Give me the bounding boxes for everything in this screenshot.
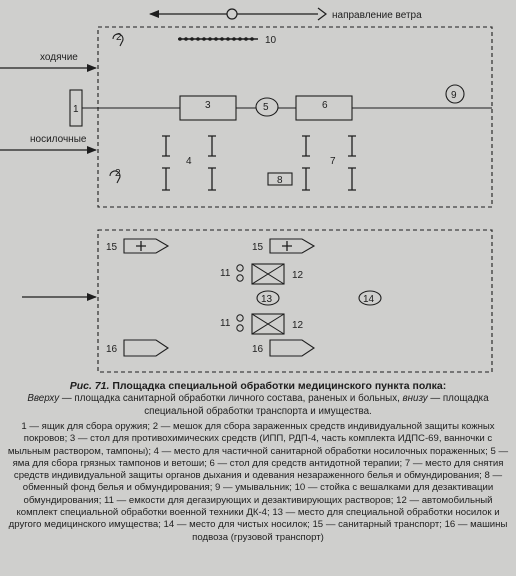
- hook-mark: [202, 37, 206, 41]
- hook-mark: [190, 37, 194, 41]
- label-3: 3: [205, 100, 211, 111]
- walking-arrow: [0, 52, 96, 68]
- decon-set-lower: [220, 314, 304, 334]
- sanitary-area-boundary: [98, 27, 492, 207]
- figure-caption: [4, 380, 512, 544]
- label-2b: 2: [115, 168, 121, 179]
- label-15b: 15: [252, 242, 264, 253]
- stretcher-stand: [162, 136, 170, 156]
- caption-legend: 1 — ящик для сбора оружия; 2 — мешок для сбора зараженных средств индивидуальной защиты кожных покровов; 3 — стол для противохимических средств (ИПП, РДП-4, часть комплекта ИДПС-69, ванночки с мыльным раствором, тампоны); 4 — место для частичной санитарной обработки носилочных пораженных; 5 — яма для сбора грязных тампонов и ветоши; 6 — стол для средств антидотной терапии; 7 — место для снятия средств индивидуальной защиты органов дыхания и одевания незараженного белья и обмундирования; 8 — обменный фонд белья и обмундирования; 9 — умывальник; 10 — стойка с вешалками для дезактивации обмундирования; 11 — емкости для дегазирующих и дезактивирующих растворов; 12 — автомобильный комплект специальной обработки военной техники ДК-4; 13 — место для специальной обработки носилок и другого медицинского имущества; 14 — место для чистых носилок; 15 — санитарный транспорт; 16 — машины подвоза (грузовой транспорт): [7, 421, 509, 543]
- weapons-box-1: [70, 90, 82, 126]
- hook-mark: [220, 37, 224, 41]
- label-1: 1: [73, 104, 79, 115]
- hanger-rack-10: [178, 35, 277, 46]
- stretcher-stand: [348, 136, 356, 156]
- bag-2-bottom: [110, 168, 121, 183]
- hook-mark: [178, 37, 182, 41]
- hook-mark: [226, 37, 230, 41]
- hook-mark: [232, 37, 236, 41]
- hook-mark: [250, 37, 254, 41]
- truck-16-left: [106, 340, 168, 356]
- caption-title: [4, 380, 512, 393]
- hook-mark: [244, 37, 248, 41]
- label-9: 9: [451, 90, 457, 101]
- label-5: 5: [263, 102, 269, 113]
- vehicle-area-boundary: [98, 230, 492, 372]
- label-2: 2: [116, 32, 122, 43]
- stretcher-stand: [348, 168, 356, 190]
- clean-stretchers-14: [359, 291, 381, 305]
- label-16: 16: [106, 344, 118, 355]
- washbasin-9: [446, 85, 464, 103]
- label-12b: 12: [292, 320, 304, 331]
- hook-mark: [196, 37, 200, 41]
- label-15: 15: [106, 242, 118, 253]
- label-6: 6: [322, 100, 328, 111]
- label-11b: 11: [220, 318, 231, 329]
- stretcher-label: носилочные: [30, 134, 87, 145]
- label-13: 13: [261, 294, 273, 305]
- stretcher-arrow: [0, 134, 96, 150]
- label-8: 8: [277, 175, 283, 186]
- caption-top-text: — площадка санитарной обработки личного состава, раненых и больных,: [59, 393, 403, 404]
- label-7: 7: [330, 156, 336, 167]
- label-10: 10: [265, 35, 277, 46]
- bag-2-top: [113, 32, 123, 46]
- stretcher-stand: [302, 168, 310, 190]
- exchange-fund-8: [268, 173, 292, 186]
- wind-label: направление ветра: [332, 10, 422, 21]
- ambulance-15-left: [106, 239, 168, 253]
- stretcher-stand: [162, 168, 170, 190]
- caption-subtitle: [4, 393, 512, 418]
- label-16b: 16: [252, 344, 264, 355]
- caption-bottom-text: — площадка специальной обработки транспорта и имущества.: [144, 393, 489, 417]
- stretcher-stand: [302, 136, 310, 156]
- label-14: 14: [363, 294, 375, 305]
- caption-bottom-word: внизу: [402, 393, 428, 404]
- hook-mark: [238, 37, 242, 41]
- table-3: [180, 96, 236, 120]
- label-12: 12: [292, 270, 304, 281]
- hook-mark: [184, 37, 188, 41]
- hook-mark: [208, 37, 212, 41]
- decon-set-upper: [220, 264, 304, 284]
- stretcher-stand: [208, 136, 216, 156]
- truck-16-right: [252, 340, 314, 356]
- caption-top-word: Вверху: [27, 393, 60, 404]
- pit-5: [256, 98, 278, 116]
- hook-mark: [214, 37, 218, 41]
- table-6: [296, 96, 352, 120]
- stretcher-stand: [208, 168, 216, 190]
- label-4: 4: [186, 156, 192, 167]
- wind-direction-indicator: [150, 8, 422, 21]
- caption-title-text: Площадка специальной обработки медицинского пункта полка:: [109, 380, 447, 392]
- label-11: 11: [220, 268, 231, 279]
- stretcher-treatment-13: [257, 291, 279, 305]
- ambulance-15-right: [252, 239, 314, 253]
- caption-fig-number: Рис. 71.: [69, 380, 110, 392]
- walking-label: ходячие: [40, 52, 78, 63]
